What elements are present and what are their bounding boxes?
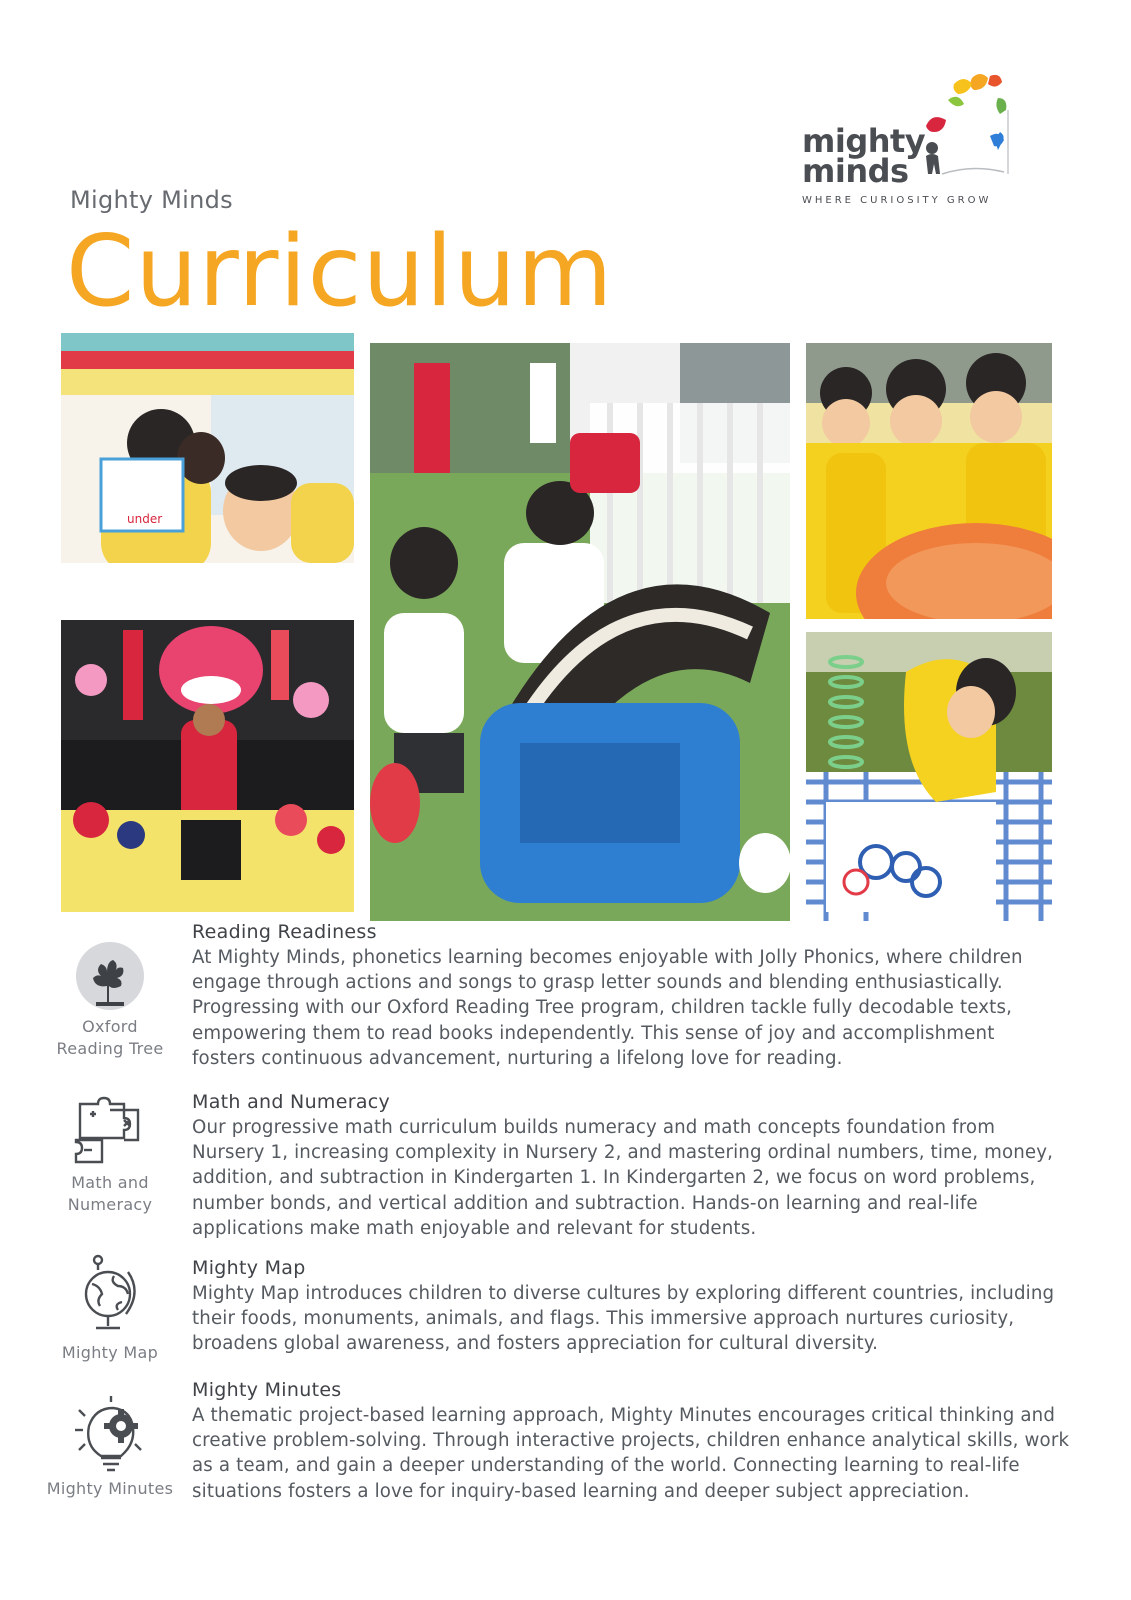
section-map-icon-block xyxy=(40,1254,180,1364)
section-heading: Mighty Map xyxy=(192,1257,306,1279)
section-line: applications make math enjoyable and relevant for students. xyxy=(192,1217,757,1239)
section-mighty-minutes xyxy=(192,1378,1112,1504)
section-reading-readiness xyxy=(192,920,1112,1071)
mighty-minds-logo xyxy=(800,70,1020,210)
lightbulb-gear-icon xyxy=(71,1396,149,1472)
section-line: their foods, monuments, animals, and flags. This immersive approach nurtures curiosity, xyxy=(192,1308,1015,1330)
section-line: empowering them to read books independently. This sense of joy and accomplishment xyxy=(192,1022,995,1044)
section-heading: Math and Numeracy xyxy=(192,1091,391,1113)
icon-label-2: Numeracy xyxy=(67,1195,153,1214)
photo-globe-painting xyxy=(806,343,1052,619)
section-line: creative problem-solving. Through interactive projects, children enhance analytical skills, work xyxy=(192,1430,1070,1452)
page-title: Curriculum xyxy=(66,215,614,329)
section-line: number bonds, and vertical addition and subtraction. Hands-on learning and real-life xyxy=(192,1192,978,1214)
icon-label-2: Reading Tree xyxy=(56,1039,164,1058)
section-line: situations fosters a love for inquiry-based learning and deeper subject appreciation. xyxy=(192,1480,970,1502)
section-reading-icon-block xyxy=(40,940,180,1060)
puzzle-icon xyxy=(72,1096,148,1166)
section-line: Our progressive math curriculum builds numeracy and math concepts foundation from xyxy=(192,1117,996,1138)
photo-slinky-art xyxy=(806,632,1052,921)
section-math-icon-block xyxy=(40,1096,180,1216)
section-line: fosters continuous advancement, nurturing a lifelong love for reading. xyxy=(192,1047,843,1069)
icon-label-1: Math and xyxy=(71,1173,149,1192)
section-heading: Mighty Minutes xyxy=(192,1379,342,1401)
section-line: At Mighty Minds, phonetics learning becomes enjoyable with Jolly Phonics, where children xyxy=(192,947,1023,968)
logo-line-2: minds xyxy=(802,152,909,190)
section-line: Progressing with our Oxford Reading Tree program, children tackle fully decodable texts, xyxy=(192,997,1013,1019)
section-line: broadens global awareness, and fosters appreciation for cultural diversity. xyxy=(192,1333,879,1355)
logo-tagline: WHERE CURIOSITY GROW xyxy=(802,195,992,206)
section-line: addition, and subtraction in Kindergarten 1. In Kindergarten 2, we focus on word problems, xyxy=(192,1167,1036,1189)
photo-outdoor-painting xyxy=(370,343,790,921)
photo-lion-dance xyxy=(61,620,354,912)
section-line: engage through actions and songs to grasp letter sounds and blending enthusiastically. xyxy=(192,972,1003,994)
tree-icon xyxy=(74,940,146,1012)
icon-label-1: Mighty Map xyxy=(61,1343,159,1362)
section-heading: Reading Readiness xyxy=(192,921,377,943)
section-line: Mighty Map introduces children to diverse cultures by exploring different countries, including xyxy=(192,1283,1055,1304)
photo-phonics-reading xyxy=(61,333,354,609)
logo-line-1: mighty xyxy=(802,122,926,160)
section-mighty-map xyxy=(192,1256,1112,1357)
section-line: A thematic project-based learning approach, Mighty Minutes encourages critical thinking and xyxy=(192,1405,1056,1426)
page-subtitle: Mighty Minds xyxy=(70,186,233,214)
logo-wordmark xyxy=(802,122,926,190)
photo-card-text: under xyxy=(127,512,163,526)
section-math-numeracy xyxy=(192,1090,1112,1241)
globe-icon xyxy=(78,1254,142,1334)
icon-label-1: Oxford xyxy=(82,1017,138,1036)
logo-leaves-icon xyxy=(912,70,1012,188)
section-line: Nursery 1, increasing complexity in Nursery 2, and mastering ordinal numbers, time, money, xyxy=(192,1142,1054,1164)
icon-label-1: Mighty Minutes xyxy=(46,1479,174,1498)
section-minutes-icon-block xyxy=(40,1396,180,1500)
section-line: as a team, and gain a deeper understanding of the world. Connecting learning to real-life xyxy=(192,1455,1020,1477)
